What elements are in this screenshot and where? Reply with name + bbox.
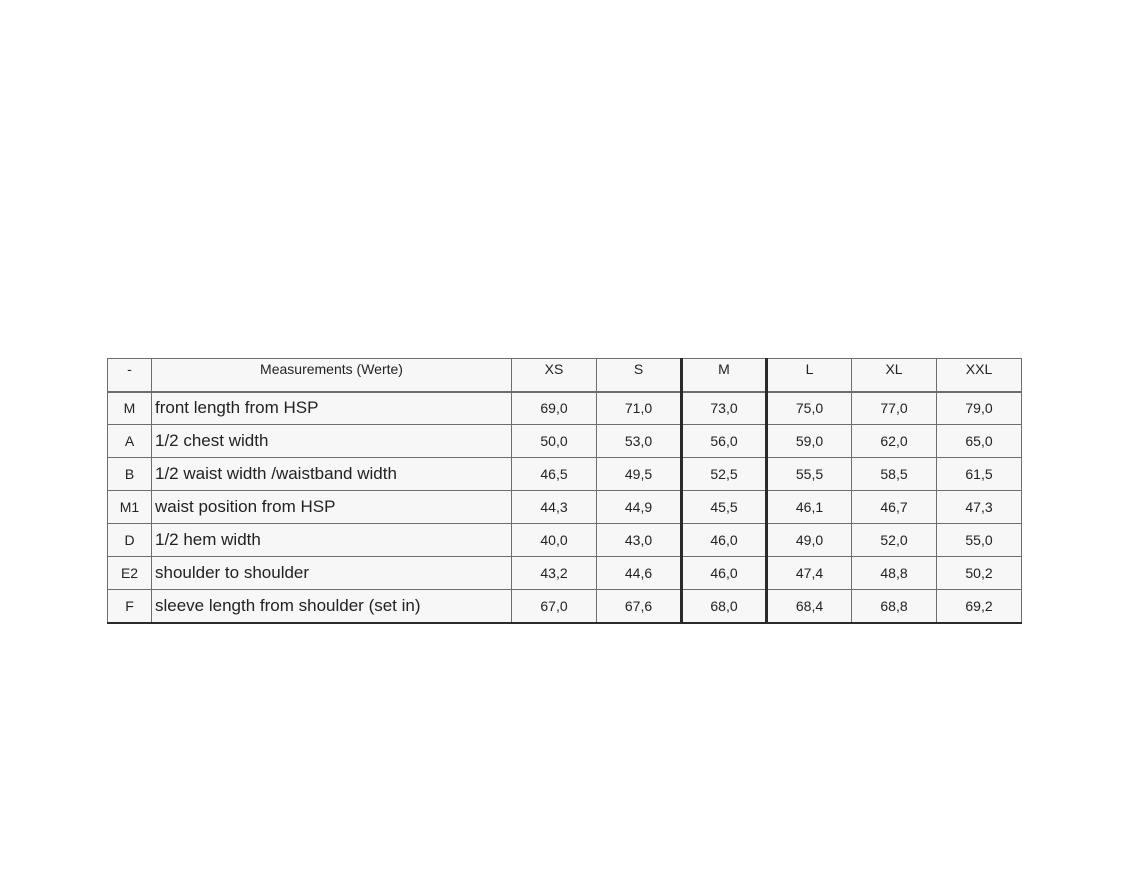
cell-size-xxl: 61,5 (937, 458, 1022, 491)
row-code: M1 (108, 491, 152, 524)
cell-size-s: 53,0 (597, 425, 682, 458)
row-measurement-label: shoulder to shoulder (152, 557, 512, 590)
row-code: D (108, 524, 152, 557)
row-measurement-label: 1/2 waist width /waistband width (152, 458, 512, 491)
cell-size-m: 68,0 (682, 590, 767, 623)
table-row (108, 590, 1022, 623)
cell-size-xl: 46,7 (852, 491, 937, 524)
cell-size-xs: 40,0 (512, 524, 597, 557)
cell-size-xs: 50,0 (512, 425, 597, 458)
header-size-xxl: XXL (937, 359, 1022, 392)
cell-size-xxl: 65,0 (937, 425, 1022, 458)
cell-size-m: 56,0 (682, 425, 767, 458)
row-code: B (108, 458, 152, 491)
table-row (108, 524, 1022, 557)
row-measurement-label: front length from HSP (152, 392, 512, 425)
cell-size-m: 45,5 (682, 491, 767, 524)
cell-size-l: 49,0 (767, 524, 852, 557)
cell-size-l: 47,4 (767, 557, 852, 590)
cell-size-s: 71,0 (597, 392, 682, 425)
header-code: - (108, 359, 152, 392)
cell-size-s: 44,9 (597, 491, 682, 524)
cell-size-xl: 77,0 (852, 392, 937, 425)
cell-size-m: 46,0 (682, 524, 767, 557)
row-measurement-label: 1/2 hem width (152, 524, 512, 557)
cell-size-xl: 68,8 (852, 590, 937, 623)
cell-size-xs: 67,0 (512, 590, 597, 623)
cell-size-xs: 69,0 (512, 392, 597, 425)
cell-size-s: 49,5 (597, 458, 682, 491)
cell-size-xl: 62,0 (852, 425, 937, 458)
cell-size-l: 55,5 (767, 458, 852, 491)
row-code: A (108, 425, 152, 458)
header-row (108, 359, 1022, 392)
header-size-s: S (597, 359, 682, 392)
cell-size-xs: 46,5 (512, 458, 597, 491)
cell-size-m: 52,5 (682, 458, 767, 491)
cell-size-xl: 58,5 (852, 458, 937, 491)
row-code: E2 (108, 557, 152, 590)
cell-size-s: 44,6 (597, 557, 682, 590)
cell-size-m: 73,0 (682, 392, 767, 425)
cell-size-xxl: 79,0 (937, 392, 1022, 425)
row-code: M (108, 392, 152, 425)
cell-size-l: 75,0 (767, 392, 852, 425)
table-body (108, 392, 1022, 623)
cell-size-l: 46,1 (767, 491, 852, 524)
cell-size-xl: 52,0 (852, 524, 937, 557)
row-code: F (108, 590, 152, 623)
cell-size-xxl: 50,2 (937, 557, 1022, 590)
row-measurement-label: waist position from HSP (152, 491, 512, 524)
cell-size-xs: 44,3 (512, 491, 597, 524)
cell-size-m: 46,0 (682, 557, 767, 590)
size-chart-table (107, 358, 1022, 624)
table-row (108, 425, 1022, 458)
cell-size-xs: 43,2 (512, 557, 597, 590)
cell-size-xl: 48,8 (852, 557, 937, 590)
row-measurement-label: sleeve length from shoulder (set in) (152, 590, 512, 623)
table-row (108, 392, 1022, 425)
cell-size-s: 43,0 (597, 524, 682, 557)
table-row (108, 491, 1022, 524)
cell-size-xxl: 69,2 (937, 590, 1022, 623)
cell-size-xxl: 47,3 (937, 491, 1022, 524)
header-size-xl: XL (852, 359, 937, 392)
table-row (108, 458, 1022, 491)
row-measurement-label: 1/2 chest width (152, 425, 512, 458)
header-size-l: L (767, 359, 852, 392)
cell-size-xxl: 55,0 (937, 524, 1022, 557)
header-measurement: Measurements (Werte) (152, 359, 512, 392)
header-size-m: M (682, 359, 767, 392)
header-size-xs: XS (512, 359, 597, 392)
table-header (108, 359, 1022, 392)
cell-size-l: 68,4 (767, 590, 852, 623)
cell-size-s: 67,6 (597, 590, 682, 623)
cell-size-l: 59,0 (767, 425, 852, 458)
table-row (108, 557, 1022, 590)
